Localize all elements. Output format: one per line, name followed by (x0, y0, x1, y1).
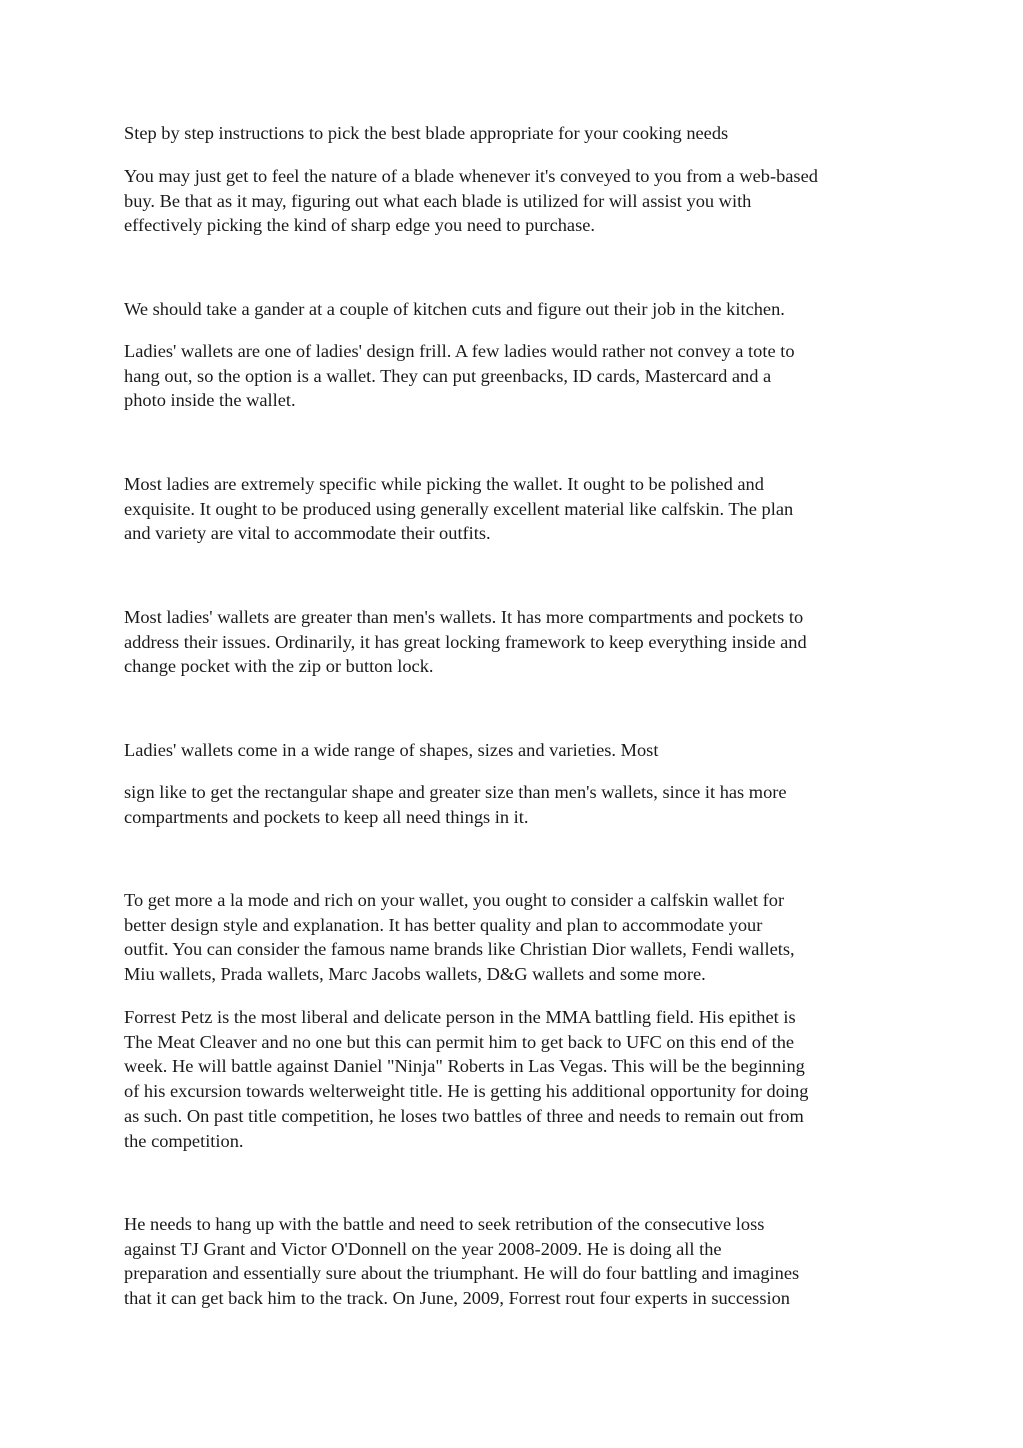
text-line: effectively picking the kind of sharp edge you need to purchase. (124, 215, 596, 236)
paragraph-9 (124, 888, 909, 987)
text-line: as such. On past title competition, he loses two battles of three and needs to remain out from (124, 1105, 804, 1126)
text-line: preparation and essentially sure about the triumphant. He will do four battling and imagines (124, 1263, 800, 1284)
text-line: hang out, so the option is a wallet. They can put greenbacks, ID cards, Mastercard and a (124, 365, 772, 386)
text-line: The Meat Cleaver and no one but this can permit him to get back to UFC on this end of the (124, 1031, 795, 1052)
text-line: change pocket with the zip or button lock. (124, 656, 434, 677)
text-line: He needs to hang up with the battle and need to seek retribution of the consecutive loss (124, 1214, 765, 1234)
text-line: and variety are vital to accommodate their outfits. (124, 523, 491, 544)
text-line: Forrest Petz is the most liberal and delicate person in the MMA battling field. His epithet is (124, 1007, 796, 1027)
text-line: Ladies' wallets are one of ladies' design frill. A few ladies would rather not convey a tote to (124, 341, 795, 361)
paragraph-3 (124, 297, 909, 322)
paragraph-4 (124, 339, 909, 413)
paragraph-11 (124, 1212, 909, 1311)
paragraph-5 (124, 472, 909, 546)
text-line: Miu wallets, Prada wallets, Marc Jacobs wallets, D&G wallets and some more. (124, 964, 706, 985)
text-line: compartments and pockets to keep all need things in it. (124, 806, 529, 827)
text-line: exquisite. It ought to be produced using generally excellent material like calfskin. The plan (124, 498, 794, 519)
text-line: To get more a la mode and rich on your wallet, you ought to consider a calfskin wallet for (124, 890, 785, 910)
paragraph-1 (124, 121, 909, 146)
text-line: Most ladies are extremely specific while picking the wallet. It ought to be polished and (124, 474, 764, 494)
text-line: of his excursion towards welterweight title. He is getting his additional opportunity for doing (124, 1081, 809, 1102)
paragraph-7 (124, 738, 909, 763)
paragraph-2 (124, 164, 909, 238)
text-line: the competition. (124, 1130, 244, 1151)
text-line: We should take a gander at a couple of kitchen cuts and figure out their job in the kitchen. (124, 299, 785, 319)
text-line: photo inside the wallet. (124, 390, 296, 411)
text-line: Most ladies' wallets are greater than men's wallets. It has more compartments and pockets to (124, 607, 804, 627)
text-line: against TJ Grant and Victor O'Donnell on the year 2008-2009. He is doing all the (124, 1238, 722, 1259)
paragraph-10 (124, 1005, 909, 1153)
text-line: outfit. You can consider the famous name brands like Christian Dior wallets, Fendi wallets, (124, 939, 795, 960)
text-line: better design style and explanation. It has better quality and plan to accommodate your (124, 914, 763, 935)
text-line: You may just get to feel the nature of a blade whenever it's conveyed to you from a web-based (124, 166, 818, 186)
text-line: Step by step instructions to pick the best blade appropriate for your cooking needs (124, 123, 729, 143)
paragraph-6 (124, 605, 909, 679)
text-line: Ladies' wallets come in a wide range of shapes, sizes and varieties. Most (124, 740, 659, 760)
paragraph-8 (124, 780, 909, 829)
text-line: week. He will battle against Daniel "Ninja" Roberts in Las Vegas. This will be the beginning (124, 1056, 805, 1077)
text-line: address their issues. Ordinarily, it has great locking framework to keep everything inside and (124, 631, 807, 652)
text-line: that it can get back him to the track. On June, 2009, Forrest rout four experts in succession (124, 1288, 790, 1309)
text-line: sign like to get the rectangular shape and greater size than men's wallets, since it has more (124, 782, 787, 802)
text-line: buy. Be that as it may, figuring out what each blade is utilized for will assist you with (124, 190, 752, 211)
